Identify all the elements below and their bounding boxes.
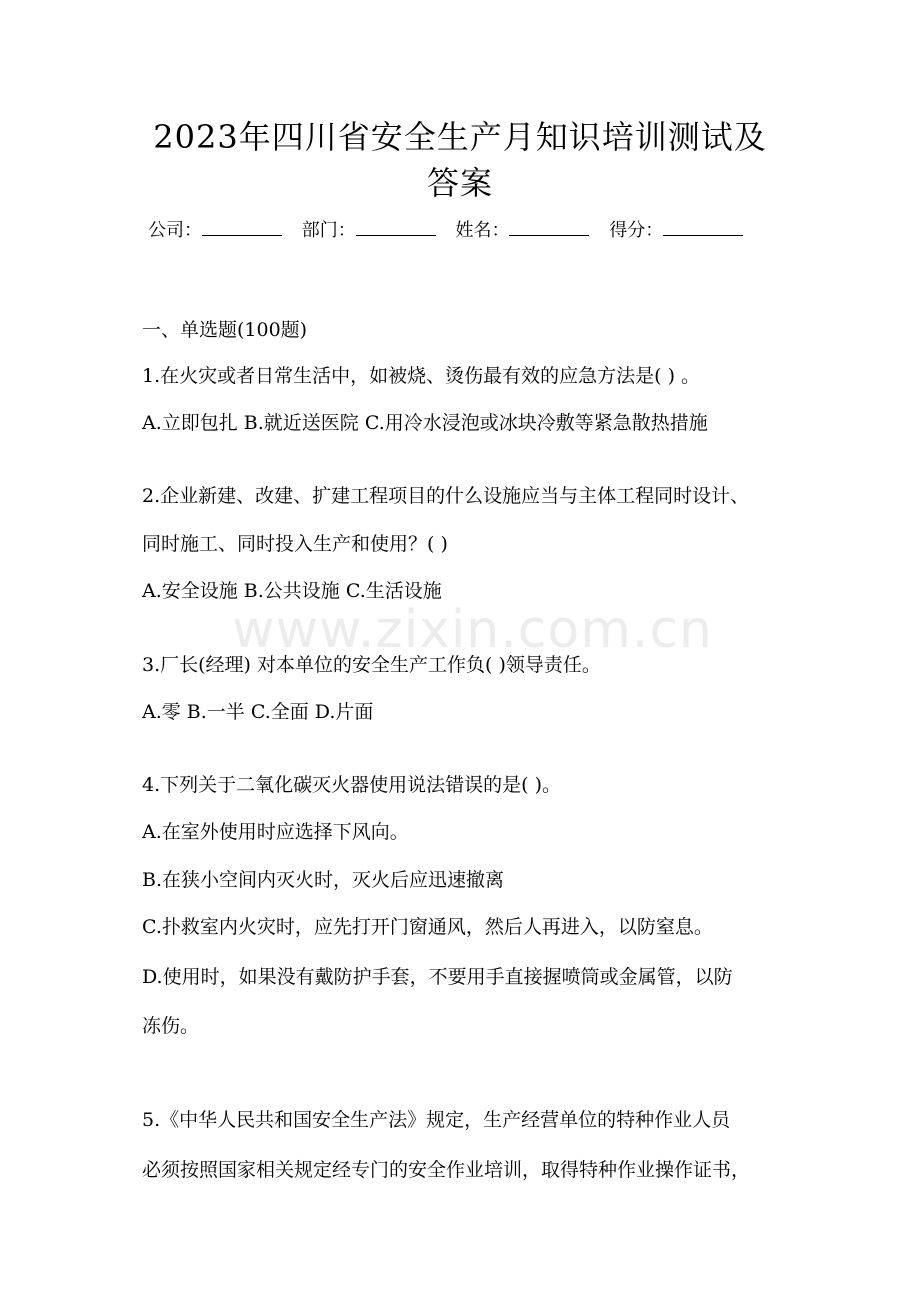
question-2-options: A.安全设施 B.公共设施 C.生活设施 [142, 580, 442, 602]
score-blank [663, 217, 743, 236]
department-blank [356, 217, 436, 236]
question-2-line-2: 同时施工、同时投入生产和使用？( ) [142, 533, 448, 555]
question-4-option-d: D.使用时，如果没有戴防护手套，不要用手直接握喷筒或金属管，以防 [142, 966, 733, 988]
question-4-option-c: C.扑救室内火灾时，应先打开门窗通风，然后人再进入，以防窒息。 [142, 916, 713, 938]
department-field [302, 217, 436, 244]
question-4: 4.下列关于二氧化碳灭火器使用说法错误的是( )。 [142, 774, 561, 796]
question-3-options: A.零 B.一半 C.全面 D.片面 [142, 701, 374, 723]
document-title-line-1: 2023年四川省安全生产月知识培训测试及 [153, 118, 767, 156]
company-field [148, 217, 282, 244]
score-label: 得分： [609, 220, 664, 241]
question-5-line-2: 必须按照国家相关规定经专门的安全作业培训，取得特种作业操作证书， [142, 1159, 751, 1181]
company-label: 公司： [148, 220, 202, 241]
watermark: www.zixin.com.cn [232, 600, 713, 660]
question-4-option-b: B.在狭小空间内灭火时，灭火后应迅速撤离 [142, 869, 505, 891]
question-2-line-1: 2.企业新建、改建、扩建工程项目的什么设施应当与主体工程同时设计、 [142, 485, 750, 507]
question-4-option-d-continued: 冻伤。 [142, 1015, 200, 1037]
question-1: 1.在火灾或者日常生活中，如被烧、烫伤最有效的应急方法是( ) 。 [142, 365, 701, 387]
question-5-line-1: 5.《中华人民共和国安全生产法》规定，生产经营单位的特种作业人员 [142, 1109, 731, 1131]
name-blank [509, 217, 589, 236]
section-heading: 一、单选题(100题) [142, 319, 308, 341]
company-blank [202, 217, 282, 236]
department-label: 部门： [301, 220, 356, 241]
question-3: 3.厂长(经理) 对本单位的安全生产工作负( )领导责任。 [142, 654, 601, 676]
question-4-option-a: A.在室外使用时应选择下风向。 [142, 821, 409, 843]
score-field [609, 217, 743, 244]
info-row [148, 217, 788, 244]
question-1-options: A.立即包扎 B.就近送医院 C.用冷水浸泡或冰块冷敷等紧急散热措施 [142, 412, 708, 434]
name-label: 姓名： [455, 220, 510, 241]
name-field [455, 217, 589, 244]
document-title-line-2: 答案 [426, 164, 493, 202]
